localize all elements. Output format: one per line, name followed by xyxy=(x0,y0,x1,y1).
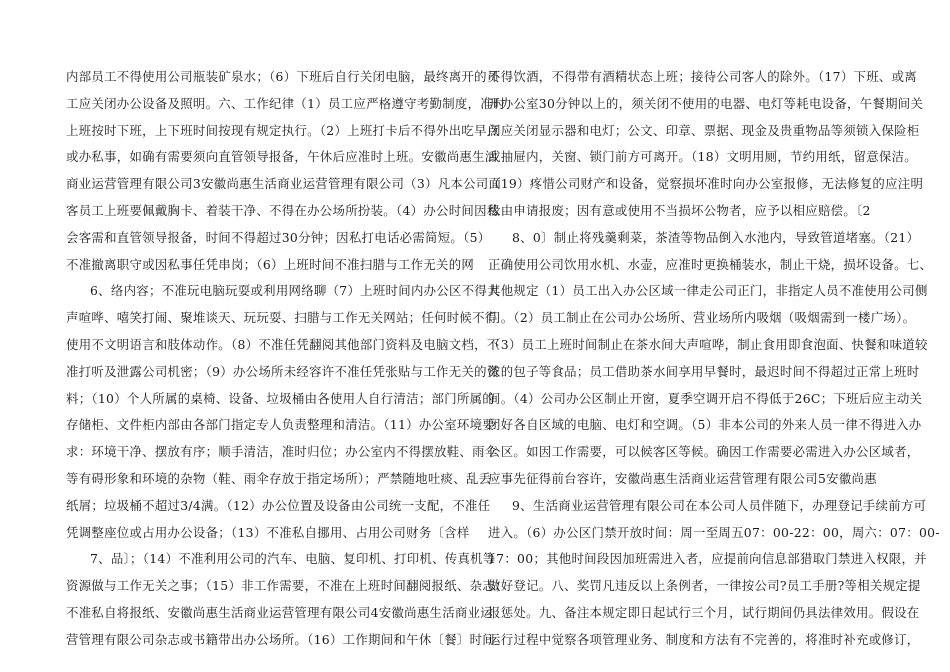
text-line: 缘由申请报废；因有意或使用不当损坏公物者，应予以相应赔偿。〔2 xyxy=(488,202,871,218)
text-line: 客员工上班要佩戴胸卡、着装干净、不得在办公场所扮装。（4）办公时间因私 xyxy=(66,202,500,218)
text-line: 7、品〕；（14）不准利用公司的汽车、电脑、复印机、打印机、传真机等 xyxy=(90,551,496,567)
text-line: 求：环境干净、摆放有序；顺手清洁，准时归位；办公室内不得摆放鞋、雨伞 xyxy=(66,444,498,460)
text-line: （19）疼惜公司财产和设备，觉察损坏准时向办公室报修，无法修复的应注明 xyxy=(488,176,924,192)
text-line: 9、生活商业运营管理有限公司在本公司人员伴随下，办理登记手续前方可 xyxy=(512,497,927,513)
text-line: 闭应关闭显示器和电灯；公文、印章、票据、现金及贵重物品等须锁入保险柜 xyxy=(488,122,920,138)
text-line: 浓的包子等食品；员工借助茶水间享用早餐时，最迟时间不得超过正常上班时 xyxy=(488,363,920,379)
text-line: 不准私自将报纸、安徽尚惠生活商业运营管理有限公司4安徽尚惠生活商业运 xyxy=(66,604,493,620)
text-line: 运行过程中觉察各项管理业务、制度和方法有不完善的，将准时补充或修订， xyxy=(488,631,920,647)
text-line: 料；（10）个人所属的桌椅、设备、垃圾桶由各使用人自行清洁；部门所属的 xyxy=(66,390,495,406)
text-line: 不得饮酒，不得带有酒精状态上班；接待公司客人的除外。（17）下班、或离 xyxy=(488,69,917,84)
text-line: 使用不文明语言和肢体动作。（8）不准任凭翻阅其他部门资料及电脑文档，不 xyxy=(66,336,500,352)
text-line: 纸屑；垃圾桶不超过3/4满。（12）办公位置及设备由公司统一支配，不准任 xyxy=(66,497,491,513)
text-line: 等有碍形象和环境的杂物（鞋、雨伞存放于指定场所）；严禁随地吐痰、乱丢 xyxy=(66,470,492,486)
text-line: 存储柜、文件柜内部由各部门指定专人负责整理和清洁。（11）办公室环境要 xyxy=(66,417,495,433)
left-column xyxy=(66,64,508,654)
text-line: 闭好各自区域的电脑、电灯和空调。（5）非本公司的外来人员一律不得进入办 xyxy=(488,417,922,433)
text-line: 会客需和直管领导报备，时间不得超过30分钟；因私打电话必需简短。（5） xyxy=(66,229,491,245)
text-line: 应事先征得前台容许，安徽尚惠生活商业运营管理有限公司5安徽尚惠 xyxy=(488,470,877,486)
text-line: 上班按时下班，上下班时间按现有规定执行。（2）上班打卡后不得外出吃早点 xyxy=(66,122,500,138)
text-line: 内部员工不得使用公司瓶装矿泉水；（6）下班后自行关闭电脑，最终离开的员 xyxy=(66,69,500,84)
text-line: 凭调整座位或占用办公设备；（13）不准私自挪用、占用公司财务〔含样 xyxy=(66,524,470,540)
text-line: 声喧哗、嘻笑打闹、聚堆谈天、玩玩耍、扫腊与工作无关网站；任何时候不得 xyxy=(66,310,498,326)
text-line: 其他规定（1）员工出入办公区域一律走公司正门，非指定人员不准使用公司侧 xyxy=(488,283,928,299)
text-line: 做好登记。八、奖罚凡违反以上条例者，一律按公司?员工手册?等相关规定提 xyxy=(488,578,921,594)
text-line: 门。（2）员工制止在公司办公场所、营业场所内吸烟（吸烟需到一楼广场）。 xyxy=(488,310,916,326)
text-line: 营管理有限公司杂志或书籍带出办公场所。（16）工作期间和午休〔餐〕时间 xyxy=(66,631,495,647)
text-line: 准打听及泄露公司机密；（9）办公场所未经容许不准任凭张贴与工作无关的资 xyxy=(66,363,500,379)
text-line: 不准撤离职守或因私事任凭串岗；（6）上班时间不准扫腊与工作无关的网 xyxy=(66,256,475,272)
right-column xyxy=(488,64,940,654)
text-line: 商业运营管理有限公司3安徽尚惠生活商业运营管理有限公司（3）凡本公司面 xyxy=(66,176,502,192)
text-line: 开办公室30分钟以上的，须关闭不使用的电器、电灯等耗电设备，午餐期间关 xyxy=(488,95,924,111)
text-line: 8、0〕制止将残羹剩菜，茶渣等物品倒入水池内，导致管道堵塞。（21） xyxy=(512,229,920,245)
text-line: 公区。如因工作需要，可以候客区等候。确因工作需要必需进入办公区域者， xyxy=(488,444,920,460)
text-line: 间。（4）公司办公区制止开窗，夏季空调开启不得低于26C；下班后应主动关 xyxy=(488,390,923,406)
text-line: 资源做与工作无关之事；（15）非工作需要，不准在上班时间翻阅报纸、杂志； xyxy=(66,578,508,594)
text-line: 或抽屉内，关窗、锁门前方可离开。（18）文明用厕，节约用纸，留意保洁。 xyxy=(488,149,917,165)
text-line: 进入。（6）办公区门禁开放时间：周一至周五07：00-22：00，周六：07：00- xyxy=(488,524,940,540)
text-line: 17：00；其他时间段因加班需进入者，应提前向信息部猎取门禁进入权限，并 xyxy=(488,551,927,567)
text-line: 正确使用公司饮用水机、水壶，应准时更换桶装水，制止干烧，损坏设备。七、 xyxy=(488,256,933,272)
text-line: 工应关闭办公设备及照明。六、工作纪律（1）员工应严格遵守考勤制度，准时 xyxy=(66,95,506,111)
text-line: 或办私事，如确有需要须向直管领导报备，午休后应准时上班。安徽尚惠生活 xyxy=(66,149,498,165)
text-line: （3）员工上班时间制止在茶水间大声喧哗，制止食用即食泡面、快餐和味道较 xyxy=(488,336,928,352)
text-line: 报惩处。九、备注本规定即日起试行三个月，试行期间仍具法律效用。假设在 xyxy=(488,604,920,620)
text-line: 6、络内容；不准玩电脑玩耍或利用网络聊（7）上班时间内办公区不得大 xyxy=(90,283,500,299)
